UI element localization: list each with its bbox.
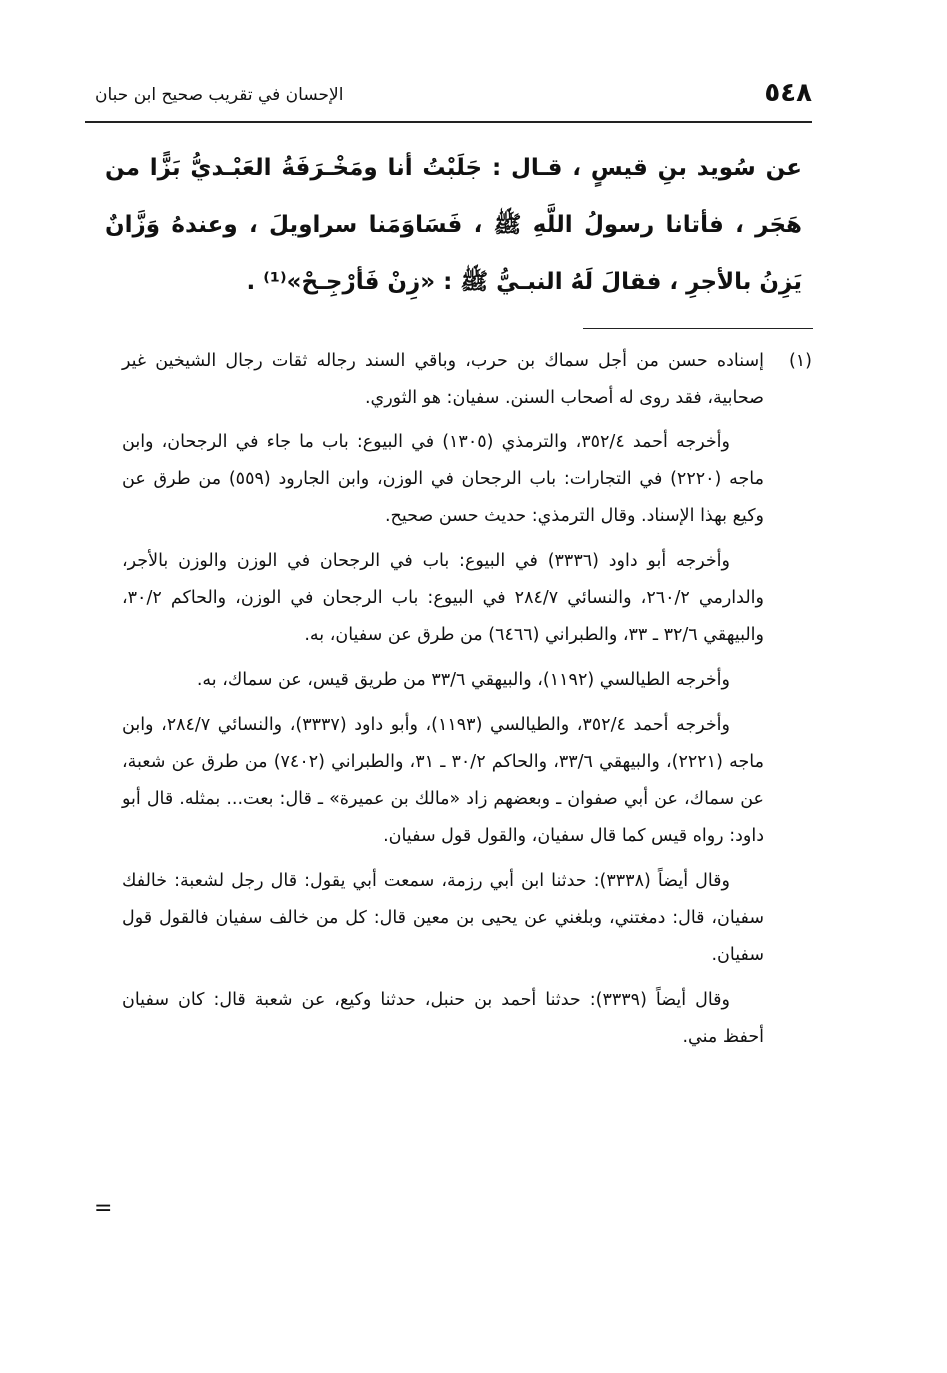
hadith-text-block bbox=[105, 140, 802, 311]
footnote-text: وأخرجه أبو داود (٣٣٣٦) في البيوع: باب في الرجحان في الوزن والوزن بالأجر، والدارمي ٢٦٠/٢، والنسائي ٢٨٤/٧ في البيوع: باب الرجحان في الوزن، والحاكم ٣٠/٢، والبيهقي ٣٢/٦ ـ ٣٣، والطبراني (٦٤٦٦) من طرق عن سفيان، به. bbox=[122, 551, 764, 645]
running-title: الإحسان في تقريب صحيح ابن حبان bbox=[95, 85, 344, 105]
footnote-text: وأخرجه الطيالسي (١١٩٢)، والبيهقي ٣٣/٦ من طريق قيس، عن سماك، به. bbox=[196, 670, 730, 690]
footnotes-section bbox=[122, 343, 812, 1064]
footnote-paragraph bbox=[122, 662, 812, 699]
header-rule bbox=[85, 121, 812, 123]
hadith-text: عن سُويد بنِ قيسٍ ، قـال : جَلَبْتُ أنا ومَخْـرَفَةُ العَبْـديُّ بَزًّا من هَجَر ، فأتانا رسولُ اللَّهِ ﷺ ، فَسَاوَمَنا سراويلَ ، وعندهُ وَزَّانٌ يَزِنُ بالأجرِ ، فقالَ لَهُ النبـيُّ ﷺ : «زِنْ فَأرْجِـحْ»⁽¹⁾ . bbox=[105, 155, 802, 295]
page-number: ٥٤٨ bbox=[764, 78, 812, 108]
footnote-separator bbox=[583, 328, 813, 329]
page-header bbox=[95, 78, 812, 112]
footnote-paragraph bbox=[122, 543, 812, 654]
continuation-mark: = bbox=[94, 1196, 113, 1221]
footnote-marker: (١) bbox=[788, 351, 812, 371]
footnote-text: وأخرجه أحمد ٣٥٢/٤، والترمذي (١٣٠٥) في البيوع: باب ما جاء في الرجحان، وابن ماجه (٢٢٢٠) في التجارات: باب الرجحان في الوزن، وابن الجارود (٥٥٩) من طرق عن وكيع بهذا الإسناد. وقال الترمذي: حديث حسن صحيح. bbox=[122, 432, 765, 526]
footnote-text: وقال أيضاً (٣٣٣٩): حدثنا أحمد بن حنبل، حدثنا وكيع، عن شعبة قال: كان سفيان أحفظ مني. bbox=[122, 990, 764, 1047]
footnote-text: وأخرجه أحمد ٣٥٢/٤، والطيالسي (١١٩٣)، وأبو داود (٣٣٣٧)، والنسائي ٢٨٤/٧، وابن ماجه (٢٢٢١)، والبيهقي ٣٣/٦، والحاكم ٣٠/٢ ـ ٣١، والطبراني (٧٤٠٢) من طرق عن شعبة، عن سماك، عن أبي صفوان ـ وبعضهم زاد «مالك بن عميرة» ـ قال: بعت... بمثله. قال أبو داود: رواه قيس كما قال سفيان، والقول قول سفيان. bbox=[122, 715, 764, 846]
footnote-paragraph bbox=[122, 863, 812, 974]
footnote-paragraph bbox=[122, 707, 812, 855]
footnote-paragraph bbox=[122, 343, 812, 417]
footnote-paragraph bbox=[122, 424, 812, 535]
footnote-text: إسناده حسن من أجل سماك بن حرب، وباقي السند رجاله ثقات رجال الشيخين غير صحابية، فقد روى له أصحاب السنن. سفيان: هو الثوري. bbox=[122, 351, 764, 408]
footnote-text: وقال أيضاً (٣٣٣٨): حدثنا ابن أبي رزمة، سمعت أبي يقول: قال رجل لشعبة: خالفك سفيان، قال: دمغتني، وبلغني عن يحيى بن معين قال: كل من خالف سفيان فالقول قول سفيان. bbox=[122, 871, 764, 965]
footnote-paragraph bbox=[122, 982, 812, 1056]
